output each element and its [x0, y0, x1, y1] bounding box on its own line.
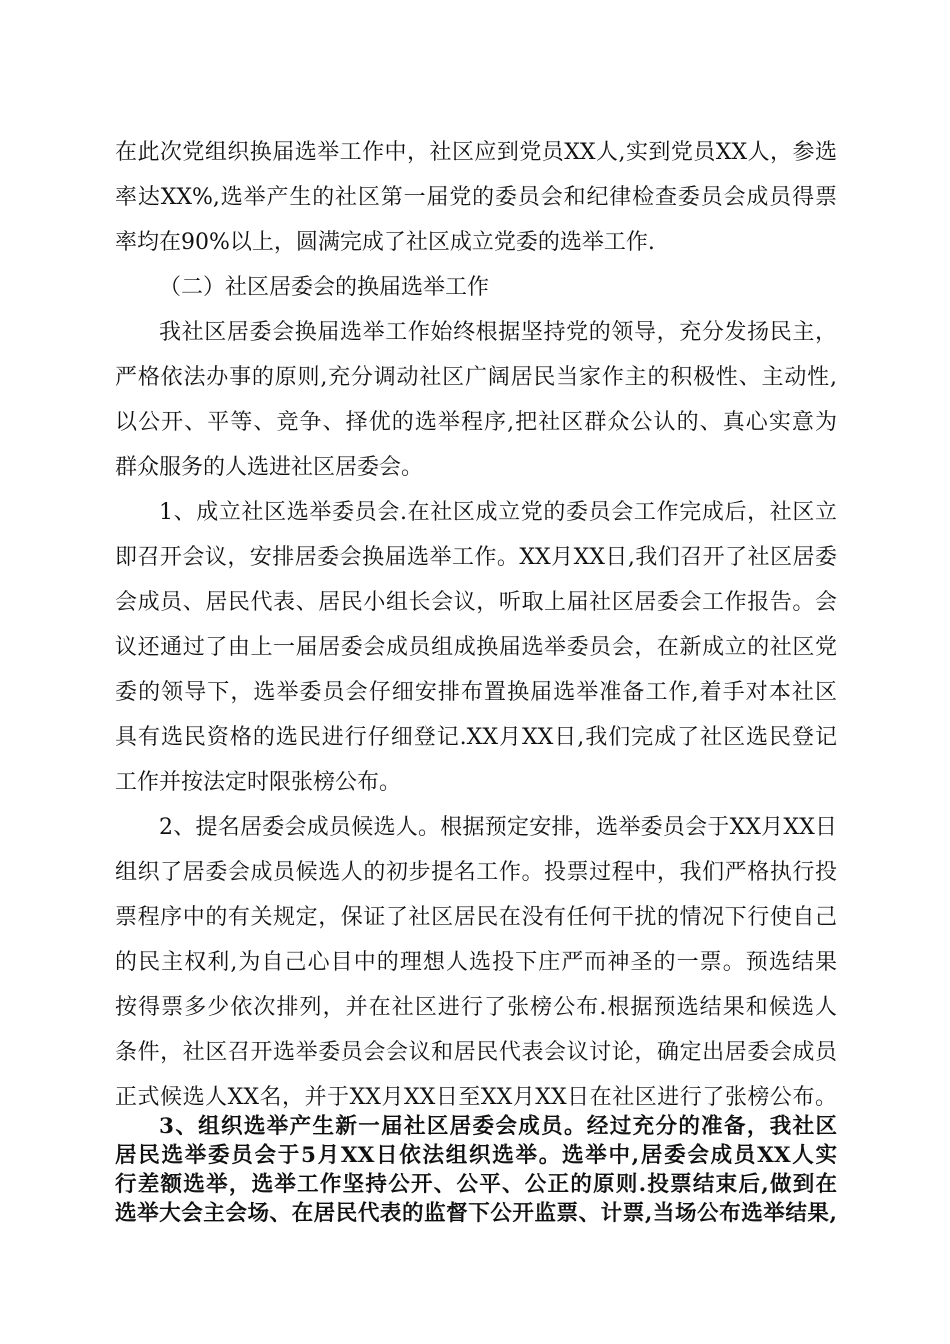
text-line: 我社区居委会换届选举工作始终根据坚持党的领导，充分发扬民主， [159, 320, 837, 345]
paragraph-item-3 [115, 1112, 837, 1228]
text-line: 即召开会议，安排居委会换届选举工作。XX月XX日,我们召开了社区居委 [115, 545, 837, 570]
paragraph-item-1 [115, 490, 837, 805]
text-line: 的民主权利,为自己心目中的理想人选投下庄严而神圣的一票。预选结果 [115, 950, 837, 975]
text-line: 2、提名居委会成员候选人。根据预定安排，选举委员会于XX月XX日 [159, 815, 837, 840]
text-line: 具有选民资格的选民进行仔细登记.XX月XX日,我们完成了社区选民登记 [115, 725, 837, 750]
text-line: 率达XX%,选举产生的社区第一届党的委员会和纪律检查委员会成员得票 [115, 185, 837, 210]
text-line: 条件，社区召开选举委员会会议和居民代表会议讨论，确定出居委会成员 [115, 1040, 837, 1065]
paragraph-election-summary [115, 130, 837, 265]
text-line: 率均在90%以上，圆满完成了社区成立党委的选举工作. [115, 230, 655, 255]
text-line: 群众服务的人选进社区居委会。 [115, 455, 424, 480]
document-page [115, 130, 837, 1228]
text-line: 票程序中的有关规定，保证了社区居民在没有任何干扰的情况下行使自己 [115, 905, 837, 930]
text-line: 居民选举委员会于5月XX日依法组织选举。选举中,居委会成员XX人实 [115, 1143, 837, 1168]
text-line: 按得票多少依次排列，并在社区进行了张榜公布.根据预选结果和候选人 [115, 995, 837, 1020]
text-line: 正式候选人XX名，并于XX月XX日至XX月XX日在社区进行了张榜公布。 [115, 1085, 837, 1110]
text-line: 行差额选举，选举工作坚持公开、公平、公正的原则.投票结束后,做到在 [115, 1172, 837, 1197]
paragraph-intro [115, 310, 837, 490]
text-line: 会成员、居民代表、居民小组长会议，听取上届社区居委会工作报告。会 [115, 590, 837, 615]
text-line: 3、组织选举产生新一届社区居委会成员。经过充分的准备，我社区 [159, 1114, 837, 1139]
text-line: 以公开、平等、竞争、择优的选举程序,把社区群众公认的、真心实意为 [115, 410, 837, 435]
text-line: 1、成立社区选举委员会.在社区成立党的委员会工作完成后，社区立 [159, 500, 837, 525]
text-line: 工作并按法定时限张榜公布。 [115, 770, 402, 795]
text-line: 委的领导下，选举委员会仔细安排布置换届选举准备工作,着手对本社区 [115, 680, 837, 705]
text-line: 在此次党组织换届选举工作中，社区应到党员XX人,实到党员XX人，参选 [115, 140, 837, 165]
text-line: 组织了居委会成员候选人的初步提名工作。投票过程中，我们严格执行投 [115, 860, 837, 885]
section-heading: （二）社区居委会的换届选举工作 [159, 275, 490, 300]
text-line: 严格依法办事的原则,充分调动社区广阔居民当家作主的积极性、主动性, [115, 365, 837, 390]
text-line: 选举大会主会场、在居民代表的监督下公开监票、计票,当场公布选举结果, [115, 1201, 837, 1226]
paragraph-item-2 [115, 805, 837, 1120]
text-line: 议还通过了由上一届居委会成员组成换届选举委员会，在新成立的社区党 [115, 635, 837, 660]
